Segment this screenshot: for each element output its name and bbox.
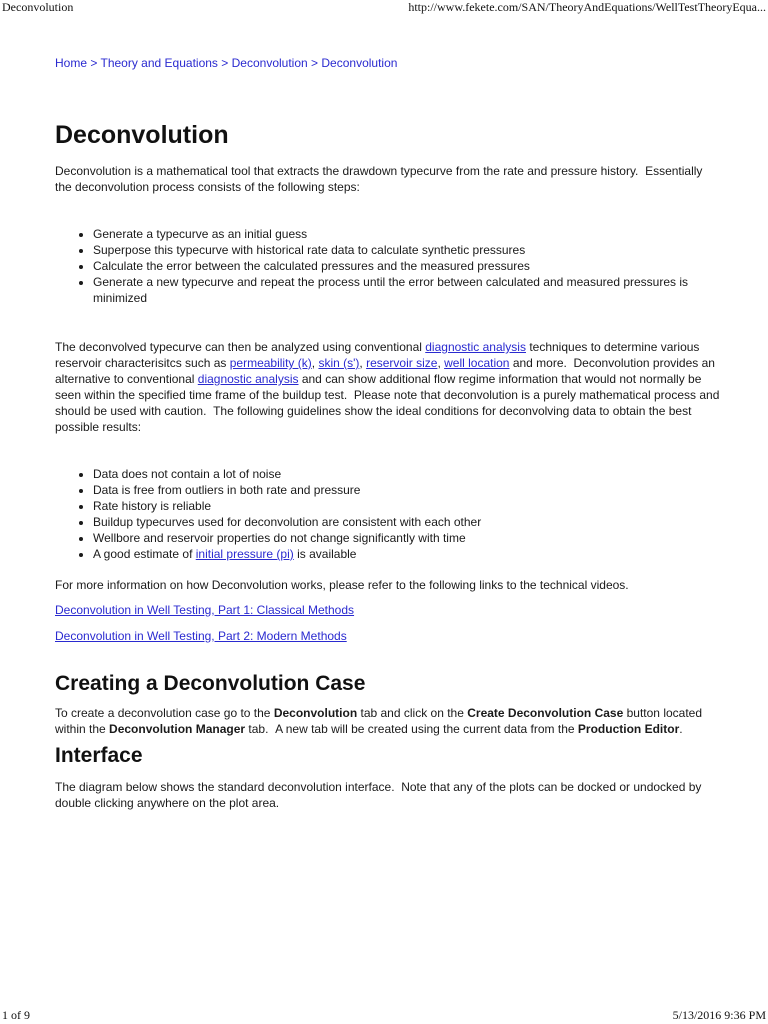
- video-link-part-1[interactable]: Deconvolution in Well Testing, Part 1: Classical Methods: [55, 603, 355, 617]
- interface-paragraph: The diagram below shows the standard deconvolution interface. Note that any of the plots can be docked or undocked by double clicking anywhere on the plot area.: [55, 780, 702, 810]
- text-run: techniques to determine various reservoir characterisitcs such as: [55, 340, 700, 370]
- creating-paragraph: [55, 705, 720, 737]
- article: [55, 55, 720, 811]
- text-run: The deconvolved typecurve can then be analyzed using conventional: [55, 340, 426, 354]
- print-header-title: Deconvolution: [2, 0, 74, 14]
- breadcrumb-home[interactable]: Home: [55, 56, 88, 70]
- guidelines-list: [55, 466, 720, 562]
- bold-deconvolution-tab: Deconvolution: [273, 706, 358, 720]
- text-run: ,: [311, 356, 319, 370]
- breadcrumb-deconvolution-section[interactable]: Deconvolution: [231, 56, 308, 70]
- text-run: tab. A new tab will be created using the current data from the: [245, 722, 578, 736]
- section-heading-creating: Creating a Deconvolution Case: [55, 672, 366, 695]
- diagnostic-analysis-link-2[interactable]: diagnostic analysis: [197, 372, 299, 386]
- list-item: • Buildup typecurves used for deconvolution are consistent with each other: [93, 514, 720, 530]
- video-link-part-2[interactable]: Deconvolution in Well Testing, Part 2: Modern Methods: [55, 629, 347, 643]
- text-run: and can show additional flow regime information that would not normally be seen within the specified time frame of the buildup test. Please note that deconvolution is a purely mathematical process and should be used with caution. The following guidelines show the ideal conditions for deconvolving data to obtain the best possible results:: [55, 372, 720, 434]
- analysis-paragraph: [55, 339, 720, 435]
- list-item: • Generate a new typecurve and repeat the process until the error between calculated and measured pressures is minimized: [93, 274, 720, 306]
- breadcrumb-deconvolution-page[interactable]: Deconvolution: [321, 56, 398, 70]
- steps-list: [55, 226, 720, 306]
- list-item: • Data does not contain a lot of noise: [93, 466, 720, 482]
- text-run: and more. Deconvolution provides an alternative to conventional: [55, 356, 715, 386]
- text-run: tab and click on the: [357, 706, 468, 720]
- print-header: [0, 0, 768, 16]
- list-item: • Data is free from outliers in both rate and pressure: [93, 482, 720, 498]
- skin-link[interactable]: skin (s'): [318, 356, 360, 370]
- intro-paragraph: Deconvolution is a mathematical tool that extracts the drawdown typecurve from the rate and pressure history. Essentially the deconvolution process consists of the following steps:: [55, 164, 703, 194]
- text-run: is available: [293, 547, 357, 561]
- print-header-url: http://www.fekete.com/SAN/TheoryAndEquations/WellTestTheoryEqua...: [408, 0, 766, 14]
- text-run: To create a deconvolution case go to the: [55, 706, 274, 720]
- diagnostic-analysis-link[interactable]: diagnostic analysis: [425, 340, 526, 354]
- bold-create-case-button: Create Deconvolution Case: [467, 706, 624, 720]
- list-item: • Calculate the error between the calculated pressures and the measured pressures: [93, 258, 720, 274]
- section-heading-interface: Interface: [55, 744, 143, 767]
- breadcrumb-theory-and-equations[interactable]: Theory and Equations: [100, 56, 218, 70]
- well-location-link[interactable]: well location: [444, 356, 510, 370]
- list-item: • Generate a typecurve as an initial guess: [93, 226, 720, 242]
- print-datetime: 5/13/2016 9:36 PM: [672, 1008, 766, 1022]
- text-run: button located within the: [55, 706, 703, 736]
- initial-pressure-link[interactable]: initial pressure (pi): [195, 547, 294, 561]
- text-run: .: [679, 722, 683, 736]
- breadcrumb-separator: >: [311, 56, 319, 70]
- bold-production-editor: Production Editor: [577, 722, 680, 736]
- list-item: • Wellbore and reservoir properties do not change significantly with time: [93, 530, 720, 546]
- permeability-link[interactable]: permeability (k): [229, 356, 312, 370]
- list-item: [93, 546, 720, 562]
- breadcrumb-separator: >: [221, 56, 229, 70]
- list-item: • Rate history is reliable: [93, 498, 720, 514]
- text-run: A good estimate of: [93, 547, 196, 561]
- list-item: • Superpose this typecurve with historical rate data to calculate synthetic pressures: [93, 242, 720, 258]
- breadcrumb: [55, 55, 720, 71]
- text-run: ,: [437, 356, 445, 370]
- breadcrumb-separator: >: [90, 56, 98, 70]
- bold-manager-tab: Deconvolution Manager: [109, 722, 246, 736]
- page-title: Deconvolution: [55, 121, 229, 149]
- more-info-paragraph: For more information on how Deconvolution works, please refer to the following links to the technical videos.: [55, 578, 629, 592]
- page-number: 1 of 9: [2, 1008, 30, 1022]
- print-footer: [0, 1008, 768, 1024]
- text-run: ,: [359, 356, 367, 370]
- reservoir-size-link[interactable]: reservoir size: [366, 356, 438, 370]
